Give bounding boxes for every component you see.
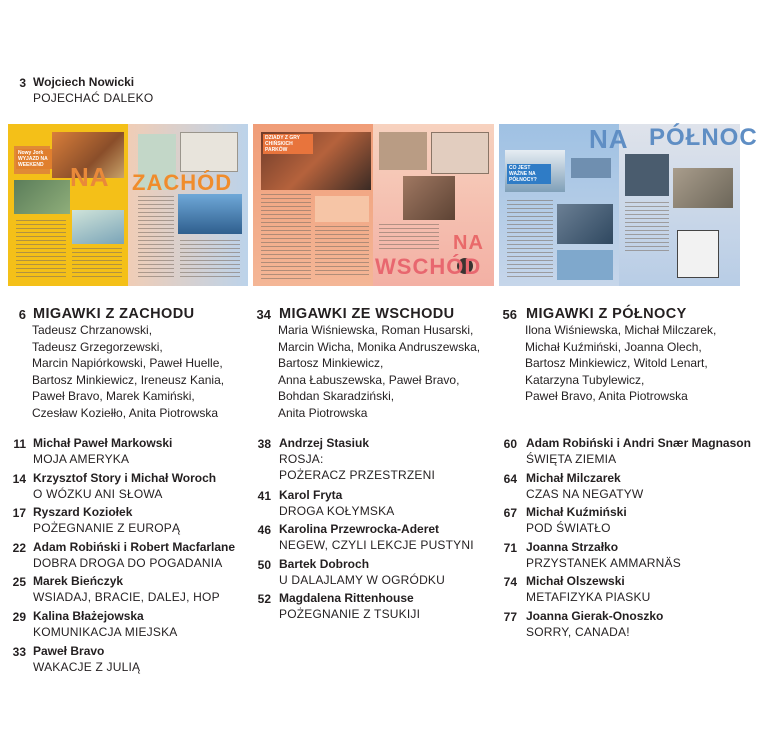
- contributor-line: Katarzyna Tubylewicz,: [525, 372, 645, 387]
- entry-page-number: 71: [503, 540, 517, 555]
- contributor-line: Maria Wiśniewska, Roman Husarski,: [278, 323, 474, 337]
- entry-title: U DALAJLAMY W OGRÓDKU: [279, 572, 446, 587]
- entry-author: Andrzej Stasiuk: [279, 436, 370, 450]
- entry-page-number: 25: [12, 575, 26, 590]
- entry-title: POŻEGNANIE Z EUROPĄ: [33, 521, 181, 536]
- entry-title: METAFIZYKA PIASKU: [526, 590, 651, 605]
- entry-page-number: 50: [257, 557, 271, 572]
- entry-title: CZAS NA NEGATYW: [526, 486, 644, 501]
- east-thumbnail-word-b: WSCHÓD: [375, 254, 482, 279]
- entry-page-number: 22: [12, 540, 26, 555]
- contributor-line: Ilona Wiśniewska, Michał Milczarek,: [525, 323, 717, 337]
- entry-author: Michał Kuźmiński: [526, 505, 627, 520]
- entry-author: Adam Robiński i Robert Macfarlane: [33, 539, 236, 554]
- entry-title: KOMUNIKACJA MIEJSKA: [33, 625, 178, 639]
- entry-title: DROGA KOŁYMSKA: [279, 503, 395, 518]
- entry-page-number: 77: [503, 610, 517, 624]
- contributor-line: Bohdan Skaradziński,: [278, 389, 395, 403]
- contributor-line: Marcin Napiórkowski, Paweł Huelle,: [32, 356, 223, 370]
- contributor-line: Tadeusz Chrzanowski,: [32, 323, 153, 337]
- contributor-line: Czesław Koziełło, Anita Piotrowska: [32, 405, 219, 420]
- west-spread-thumbnail: Nowy Jork WYJAZD NA WEEKEND NA ZACHÓD: [8, 124, 248, 286]
- entry-author: Magdalena Rittenhouse: [279, 591, 414, 606]
- entry-author: Michał Olszewski: [526, 574, 625, 589]
- intro-title: POJECHAĆ DALEKO: [33, 91, 154, 105]
- entry-page-number: 33: [12, 644, 26, 659]
- entry-author: Michał Milczarek: [526, 470, 621, 485]
- contributor-line: Anna Łabuszewska, Paweł Bravo,: [278, 372, 460, 387]
- contributor-line: Bartosz Minkiewicz, Witold Lenart,: [525, 356, 708, 370]
- entry-author: Joanna Strzałko: [526, 539, 619, 554]
- entry-author: Bartek Dobroch: [279, 556, 370, 571]
- entry-author: Krzysztof Story i Michał Woroch: [33, 470, 217, 485]
- entry-author: Kalina Błażejowska: [33, 609, 144, 623]
- section-page-number: 6: [18, 307, 26, 322]
- entry-page-number: 29: [12, 610, 26, 624]
- section-heading: MIGAWKI Z ZACHODU: [33, 306, 195, 322]
- entry-page-number: 74: [503, 575, 517, 590]
- entry-title-line-2: POŻERACZ PRZESTRZENI: [279, 468, 436, 482]
- entry-title: NEGEW, CZYLI LEKCJE PUSTYNI: [279, 538, 474, 553]
- entry-author: Adam Robiński i Andri Snær Magnason: [526, 436, 751, 450]
- contributor-line: Bartosz Minkiewicz, Ireneusz Kania,: [32, 372, 225, 387]
- entry-title: WSIADAJ, BRACIE, DALEJ, HOP: [33, 590, 220, 605]
- entry-title: O WÓZKU ANI SŁOWA: [33, 486, 163, 501]
- entry-page-number: 38: [257, 437, 271, 451]
- intro-page-number: 3: [19, 76, 26, 90]
- east-thumbnail-word-a: NA: [453, 232, 484, 254]
- entry-author: Joanna Gierak-Onoszko: [526, 609, 664, 623]
- entry-title: ŚWIĘTA ZIEMIA: [526, 452, 617, 466]
- entry-page-number: 14: [12, 471, 26, 486]
- entry-author: Karolina Przewrocka-Aderet: [279, 522, 440, 537]
- entry-author: Karol Fryta: [279, 487, 343, 502]
- section-heading: MIGAWKI ZE WSCHODU: [279, 306, 455, 322]
- entry-title: SORRY, CANADA!: [526, 625, 630, 639]
- entry-author: Ryszard Koziołek: [33, 505, 133, 520]
- entry-title: PRZYSTANEK AMMARNÄS: [526, 555, 681, 570]
- entry-title: ROSJA:: [279, 452, 324, 466]
- west-thumbnail-word-a: NA: [70, 162, 110, 192]
- entry-page-number: 46: [257, 523, 271, 538]
- entry-title: DOBRA DROGA DO POGADANIA: [33, 555, 223, 570]
- east-spread-thumbnail: DZIADY Z GRY CHIŃSKICH PARKÓW NA WSCHÓD: [253, 124, 494, 286]
- entry-page-number: 60: [503, 437, 517, 451]
- entry-author: Marek Bieńczyk: [33, 574, 124, 589]
- contributor-line: Tadeusz Grzegorzewski,: [32, 339, 163, 354]
- entry-author: Michał Paweł Markowski: [33, 436, 173, 450]
- section-page-number: 56: [502, 307, 517, 322]
- entry-page-number: 11: [13, 437, 26, 451]
- contributors-list: [525, 322, 716, 405]
- entry-title: POŻEGNANIE Z TSUKIJI: [279, 607, 421, 622]
- west-thumbnail-word-b: ZACHÓD: [132, 170, 233, 195]
- contributor-line: Paweł Bravo, Anita Piotrowska: [525, 389, 688, 403]
- section-page-number: 34: [256, 307, 271, 322]
- entry-author: Paweł Bravo: [33, 643, 105, 658]
- entry-title: WAKACJE Z JULIĄ: [33, 659, 141, 674]
- contributor-line: Anita Piotrowska: [278, 405, 368, 420]
- north-thumbnail-word-b: PÓŁNOC: [649, 124, 758, 151]
- contributor-line: Paweł Bravo, Marek Kamiński,: [32, 389, 195, 403]
- entry-page-number: 67: [503, 506, 517, 521]
- contributor-line: Michał Kuźmiński, Joanna Olech,: [525, 339, 702, 354]
- entry-page-number: 52: [257, 592, 271, 607]
- north-thumbnail-word-a: NA: [589, 124, 629, 154]
- contributors-list: [278, 322, 480, 421]
- entry-title: POD ŚWIATŁO: [526, 521, 611, 536]
- contributor-line: Bartosz Minkiewicz,: [278, 356, 384, 370]
- contributors-list: [32, 322, 224, 421]
- contributor-line: Marcin Wicha, Monika Andruszewska,: [278, 339, 481, 354]
- entry-page-number: 41: [257, 488, 271, 503]
- section-heading: MIGAWKI Z PÓŁNOCY: [526, 306, 687, 322]
- entry-page-number: 17: [12, 506, 26, 521]
- north-spread-thumbnail: CO JEST WAŻNE NA PÓŁNOCY? NA PÓŁNOC: [499, 124, 740, 286]
- entry-page-number: 64: [503, 471, 517, 486]
- entry-title: MOJA AMERYKA: [33, 452, 130, 466]
- intro-author: Wojciech Nowicki: [33, 75, 135, 89]
